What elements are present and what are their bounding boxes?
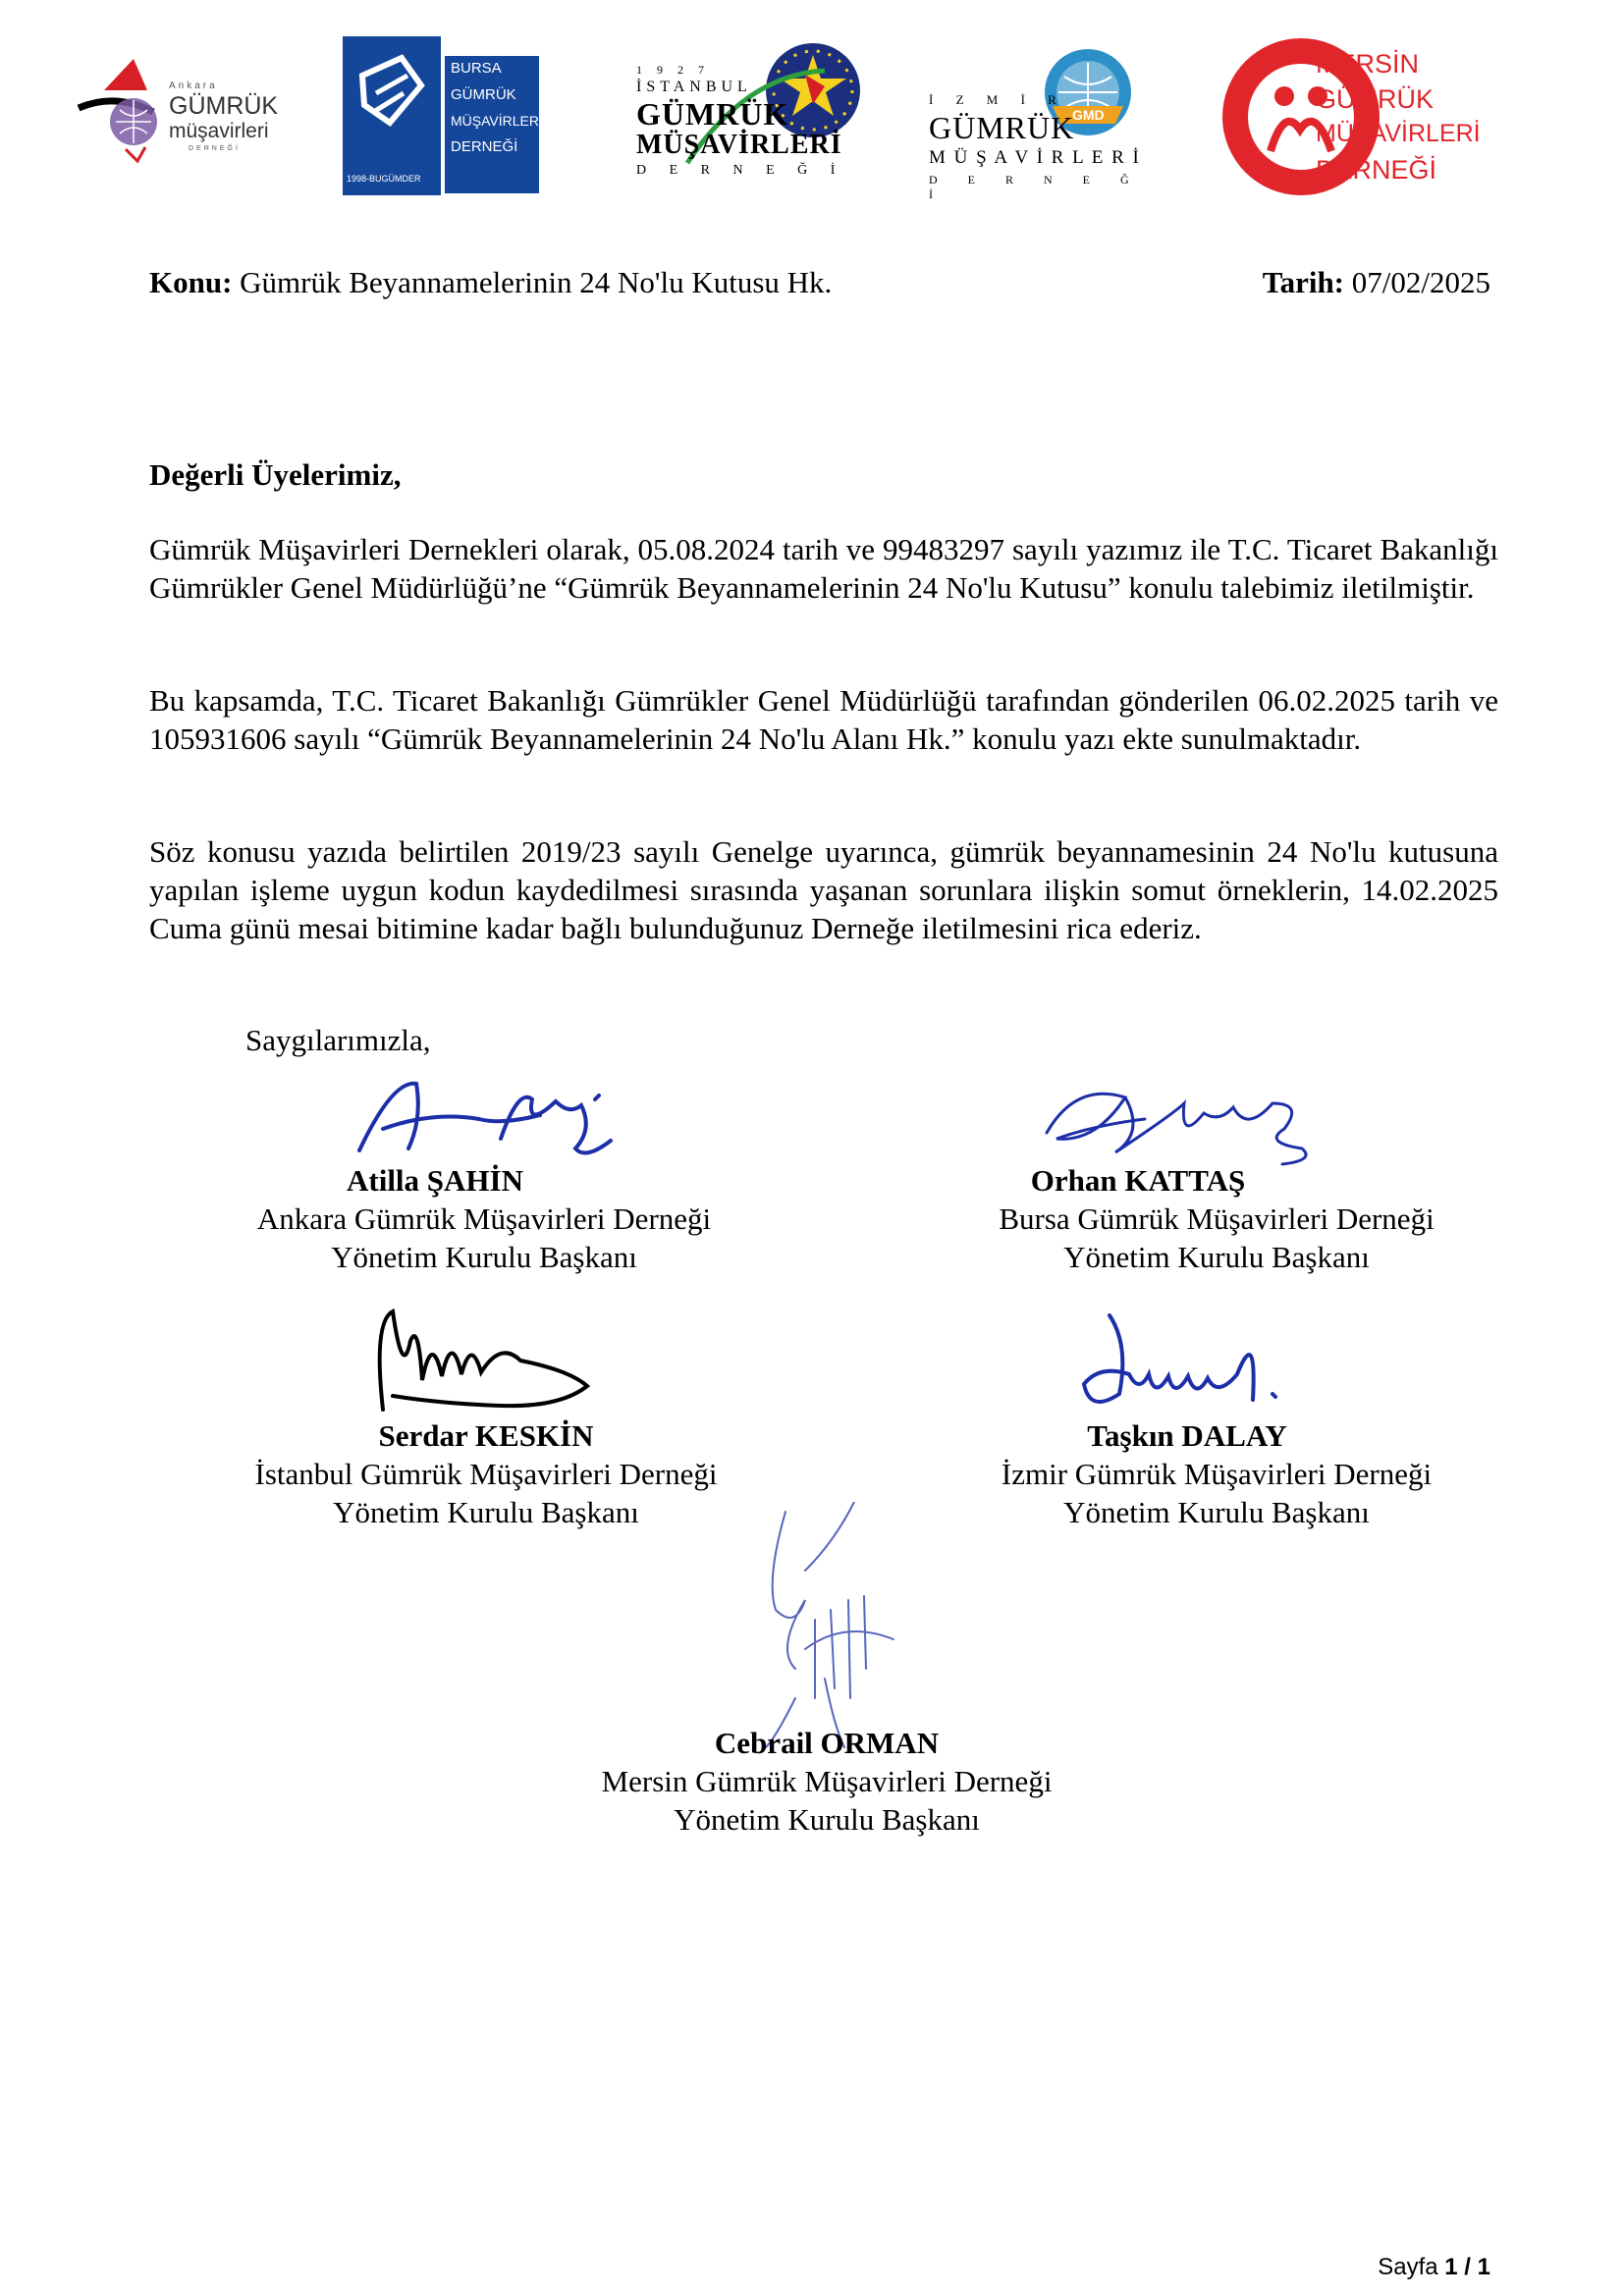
izmir-logo-badge: GMD (1072, 107, 1105, 123)
page-separator: / (1457, 2254, 1478, 2280)
page-number (1378, 2254, 1490, 2281)
istanbul-logo-word-2: MÜŞAVİRLERİ (636, 130, 842, 160)
mersin-logo-word-4: DERNEĞİ (1316, 155, 1437, 185)
bursa-logo-word-3: MÜŞAVİRLERİ (451, 113, 543, 129)
body-paragraph-2: Bu kapsamda, T.C. Ticaret Bakanlığı Gümrükler Genel Müdürlüğü tarafından gönderilen 06.02.2025 tarih ve 105931606 sayılı “Gümrük Beyannamelerinin 24 No'lu Alanı Hk.” konulu yazı ekte sunulmaktadır. (149, 683, 1498, 756)
signatory-name: Orhan KATTAŞ (1030, 1163, 1246, 1198)
page-total: 1 (1477, 2254, 1490, 2280)
izmir-logo-word-2: M Ü Ş A V İ R L E R İ (929, 147, 1141, 168)
page-label: Sayfa (1378, 2254, 1445, 2280)
signatory-name: Cebrail ORMAN (714, 1726, 940, 1760)
signature-cebrail-orman (756, 1502, 913, 1757)
ankara-association-logo (77, 51, 283, 169)
signatory-name: Taşkın DALAY (1087, 1418, 1287, 1453)
subject-text: Gümrük Beyannamelerinin 24 No'lu Kutusu Hk. (232, 265, 833, 299)
signatory-organization: İzmir Gümrük Müşavirleri Derneği (1001, 1457, 1433, 1491)
izmir-logo-word-3: D E R N E Ğ İ (929, 173, 1143, 201)
signatory-organization: Ankara Gümrük Müşavirleri Derneği (256, 1201, 712, 1236)
izmir-association-logo (923, 35, 1149, 201)
signatory-title: Yönetim Kurulu Başkanı (1063, 1495, 1370, 1529)
date-label: Tarih: (1262, 265, 1345, 299)
ankara-logo-word-2: müşavirleri (169, 120, 269, 142)
subject-line (149, 265, 832, 300)
bursa-logo-emblem-box (343, 36, 441, 195)
bursa-logo-text-panel (445, 56, 543, 193)
bursa-logo-word-4: DERNEĞİ (451, 138, 518, 155)
signatory-title: Yönetim Kurulu Başkanı (333, 1495, 639, 1529)
date-value: 07/02/2025 (1344, 265, 1490, 299)
signatory-organization: Mersin Gümrük Müşavirleri Derneği (601, 1764, 1053, 1798)
signatory-title: Yönetim Kurulu Başkanı (331, 1240, 637, 1274)
salutation: Değerli Üyelerimiz, (149, 457, 402, 492)
ankara-logo-word-3: DERNEĞİ (189, 145, 241, 152)
signature-orhan-kattas (1037, 1074, 1322, 1172)
signatory-block-bursa (947, 1161, 1526, 1276)
signatory-title: Yönetim Kurulu Başkanı (1063, 1240, 1370, 1274)
signatory-block-ankara (194, 1161, 774, 1276)
izmir-logo-city: İ Z M İ R (929, 92, 1066, 107)
signatory-block-izmir (947, 1416, 1526, 1531)
bursa-logo-word-2: GÜMRÜK (451, 86, 516, 103)
date-line (1263, 265, 1490, 300)
page-current: 1 (1444, 2254, 1458, 2280)
signature-serdar-keskin (363, 1302, 599, 1419)
signatory-block-istanbul (196, 1416, 776, 1531)
bursa-logo-emblem (343, 36, 441, 164)
istanbul-logo-year: 1 9 2 7 (636, 63, 710, 77)
signatory-block-mersin (532, 1724, 1121, 1839)
izmir-logo-word-1: GÜMRÜK (929, 110, 1075, 145)
mersin-logo-word-2: GÜMRÜK (1316, 84, 1434, 114)
mersin-association-logo (1219, 35, 1481, 198)
istanbul-logo-word-3: D E R N E Ğ İ (636, 163, 845, 178)
mersin-logo-word-1: MERSİN (1316, 49, 1420, 79)
signature-atilla-sahin (353, 1060, 648, 1168)
signatory-name: Atilla ŞAHİN (347, 1163, 523, 1198)
mersin-logo-word-3: MÜŞAVİRLERİ (1316, 120, 1481, 147)
signatory-organization: İstanbul Gümrük Müşavirleri Derneği (254, 1457, 718, 1491)
istanbul-association-logo (628, 35, 864, 185)
istanbul-logo-word-1: GÜMRÜK (636, 96, 789, 132)
closing-phrase: Saygılarımızla, (245, 1023, 431, 1057)
signatory-name: Serdar KESKİN (378, 1418, 594, 1453)
istanbul-logo-city: İSTANBUL (636, 79, 752, 95)
bursa-logo-word-1: BURSA (451, 60, 502, 77)
subject-label: Konu: (149, 265, 233, 299)
signatory-title: Yönetim Kurulu Başkanı (674, 1802, 980, 1837)
signature-taskin-dalay (1070, 1306, 1306, 1423)
body-paragraph-1: Gümrük Müşavirleri Dernekleri olarak, 05.08.2024 tarih ve 99483297 sayılı yazımız ile T.C. Ticaret Bakanlığı Gümrükler Genel Müdürlüğü’ne “Gümrük Beyannamelerinin 24 No'lu Kutusu” konulu talebimiz iletilmiştir. (149, 532, 1498, 605)
ankara-logo-word-1: GÜMRÜK (169, 92, 279, 120)
body-paragraph-3: Söz konusu yazıda belirtilen 2019/23 sayılı Genelge uyarınca, gümrük beyannamesinin 24 No'lu kutusuna yapılan işleme uygun kodun kaydedilmesi sırasında yaşanan sorunlara ilişkin somut örneklerin, 14.02.2025 Cuma günü mesai bitimine kadar bağlı bulunduğunuz Derneğe iletilmesini rica ederiz. (149, 834, 1498, 945)
ankara-logo-city: Ankara (169, 80, 218, 91)
bursa-association-logo (343, 36, 543, 195)
bursa-logo-caption: 1998-BUGÜMDER (347, 174, 421, 184)
signatory-organization: Bursa Gümrük Müşavirleri Derneği (999, 1201, 1435, 1236)
